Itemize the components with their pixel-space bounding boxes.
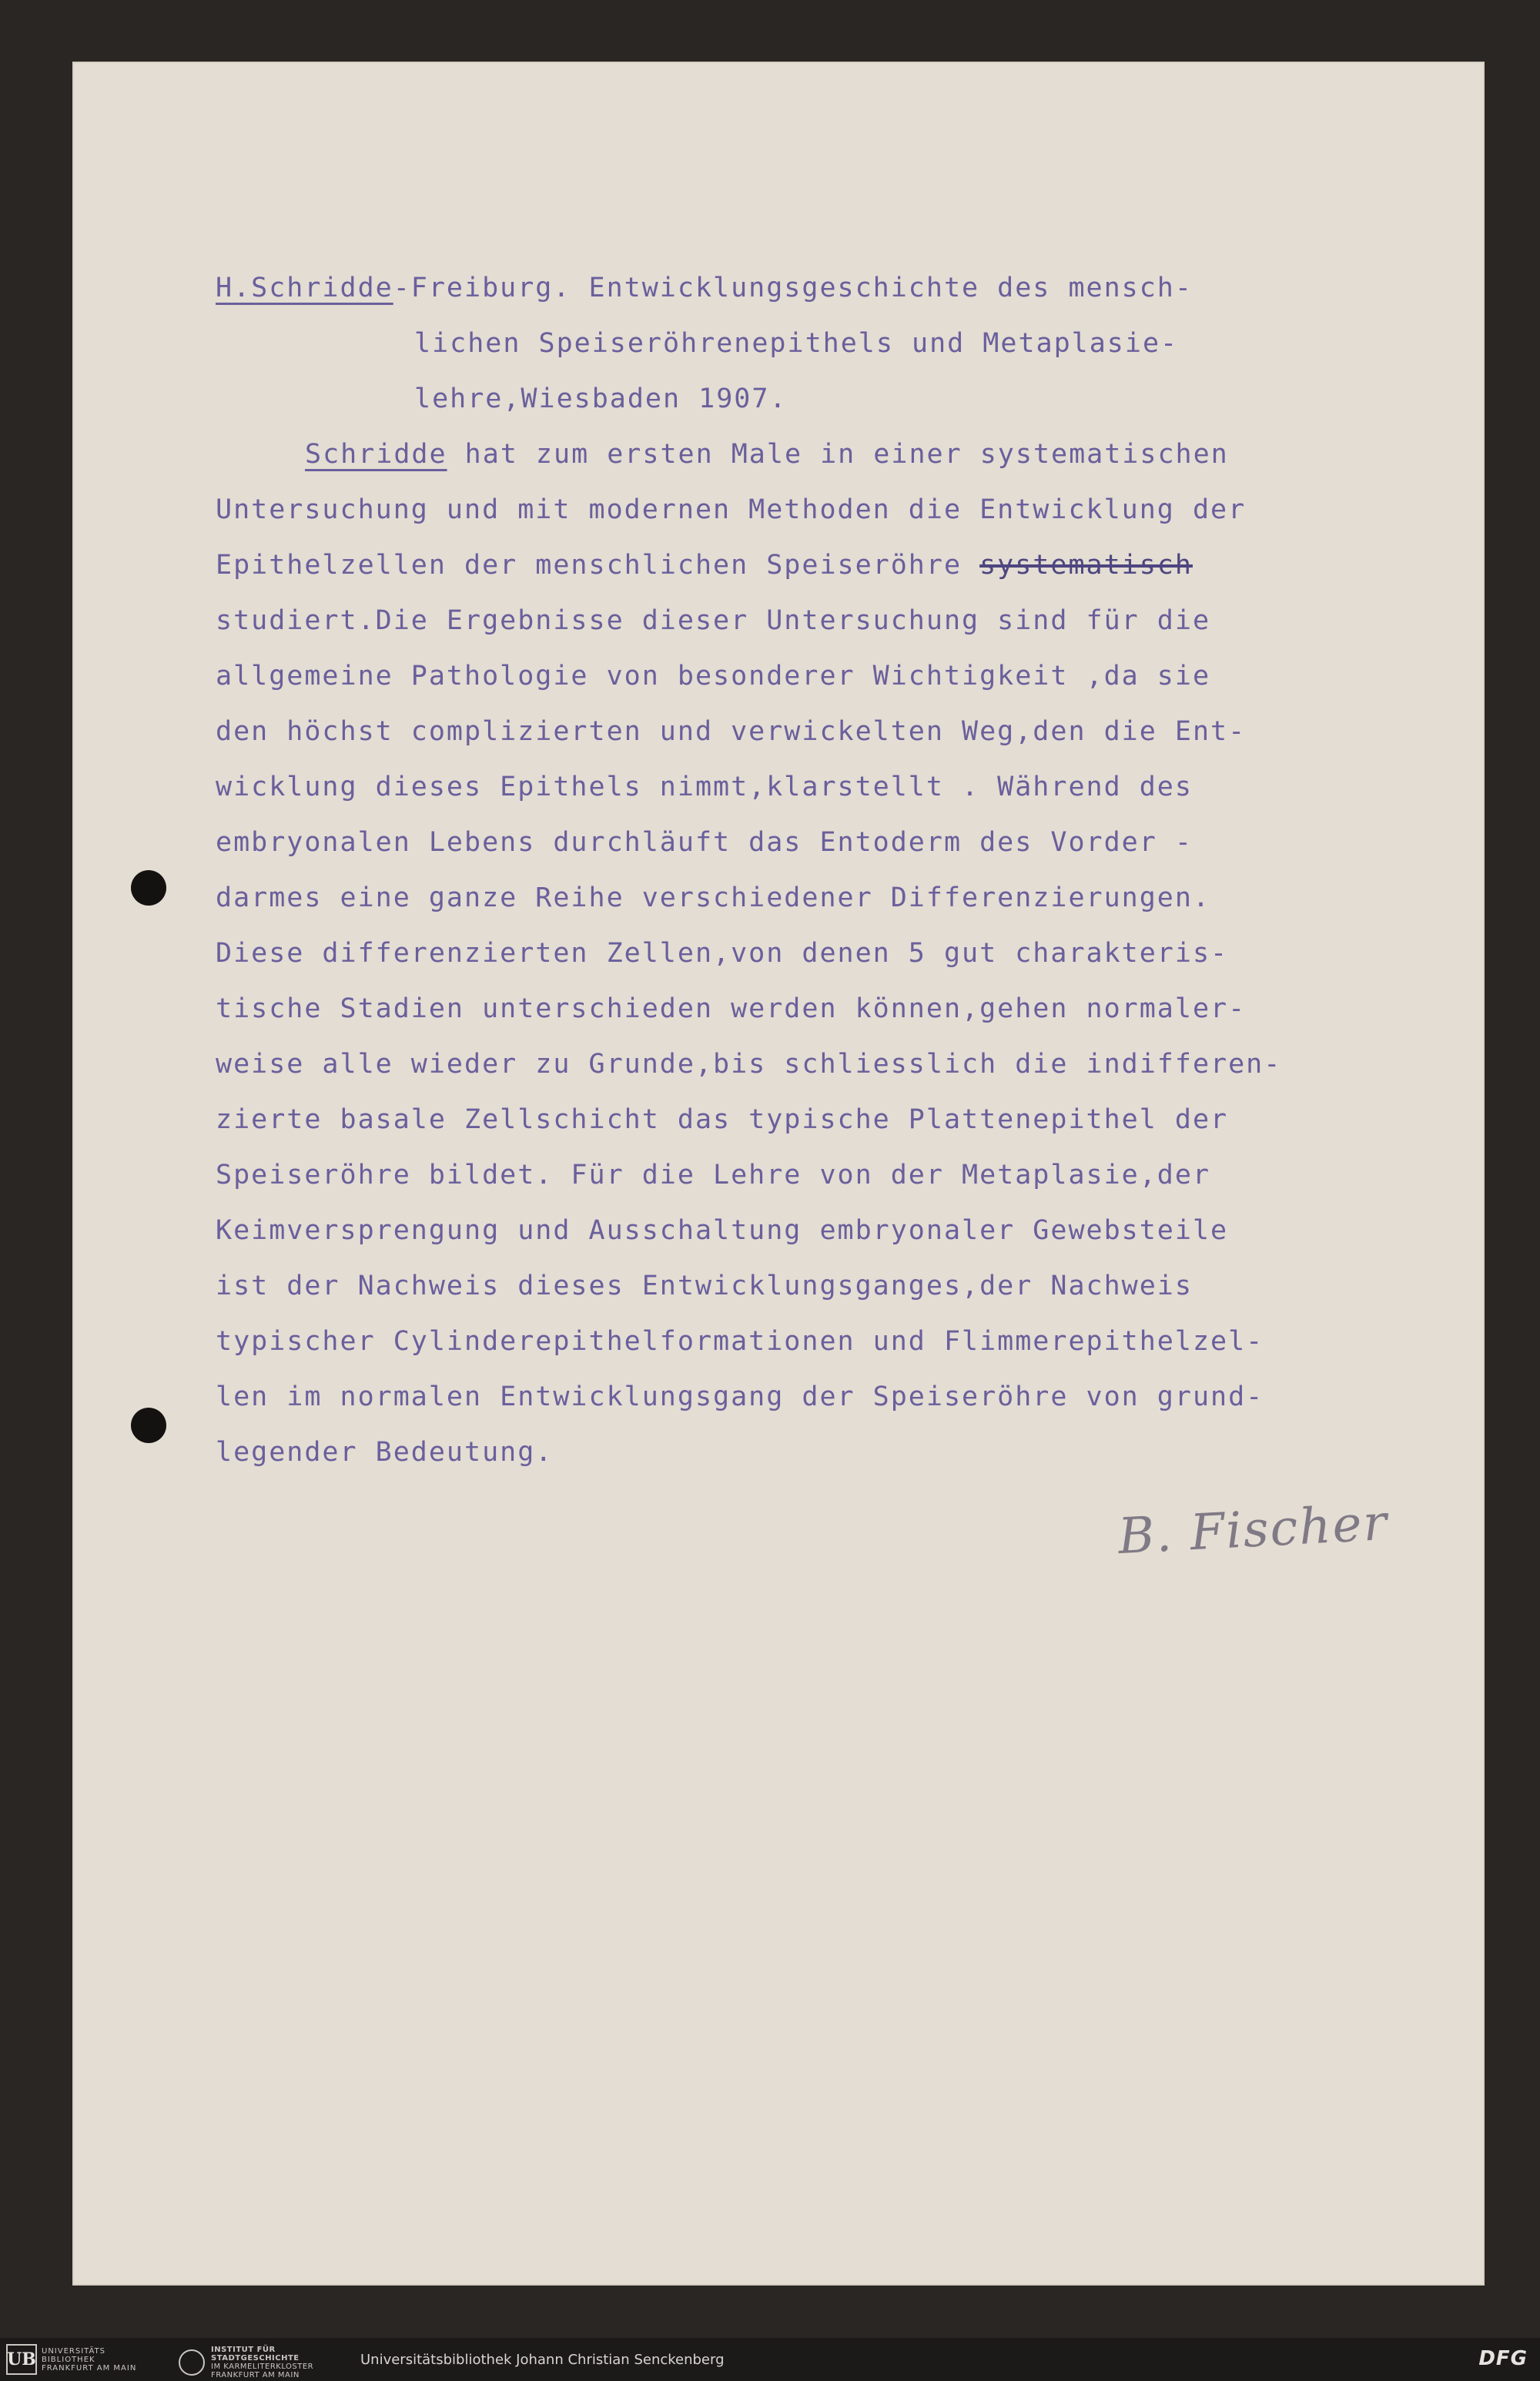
heading-line-1: H.Schridde-Freiburg. Entwicklungsgeschichte des mensch- xyxy=(216,273,1193,303)
body-line-10: Diese differenzierten Zellen,von denen 5 gut charakteris- xyxy=(216,938,1229,969)
body-line-11: tische Stadien unterschieden werden können,gehen normaler- xyxy=(216,993,1247,1024)
body-line-15: Keimversprengung und Ausschaltung embryonaler Gewebsteile xyxy=(216,1215,1229,1246)
body-line-6: den höchst complizierten und verwickelten Weg,den die Ent- xyxy=(216,716,1247,747)
body-line-19: legender Bedeutung. xyxy=(216,1437,554,1468)
ub-logo xyxy=(6,2344,136,2375)
body-line-14: Speiseröhre bildet. Für die Lehre von der Metaplasie,der xyxy=(216,1160,1211,1190)
body-line-9: darmes eine ganze Reihe verschiedener Differenzierungen. xyxy=(216,882,1211,913)
typed-text xyxy=(72,62,1485,1468)
isg-logo xyxy=(179,2346,313,2379)
body-line-17: typischer Cylinderepithelformationen und Flimmerepithelzel- xyxy=(216,1326,1264,1357)
body-line-5: allgemeine Pathologie von besonderer Wichtigkeit ,da sie xyxy=(216,661,1211,692)
body-line-3: Epithelzellen der menschlichen Speiseröhre systematisch xyxy=(216,550,1193,581)
document-page xyxy=(72,62,1485,2286)
punch-hole-bottom xyxy=(131,1408,166,1443)
isg-logo-text: INSTITUT FÜR STADTGESCHICHTE IM KARMELITERKLOSTER FRANKFURT AM MAIN xyxy=(211,2346,314,2379)
struck-word: systematisch xyxy=(979,550,1193,581)
body-line-1: Schridde hat zum ersten Male in einer systematischen xyxy=(305,439,1229,470)
library-caption: Universitätsbibliothek Johann Christian Senckenberg xyxy=(360,2352,725,2368)
heading-author: H.Schridde xyxy=(216,273,393,303)
handwritten-signature: B. Fischer xyxy=(1116,1494,1390,1566)
dfg-logo: DFG xyxy=(1478,2347,1528,2370)
body-line-4: studiert.Die Ergebnisse dieser Untersuchung sind für die xyxy=(216,605,1211,636)
seal-icon xyxy=(179,2349,205,2376)
body-author-name: Schridde xyxy=(305,439,447,470)
body-line-7: wicklung dieses Epithels nimmt,klarstellt . Während des xyxy=(216,772,1193,802)
heading-line-2: lichen Speiseröhrenepithels und Metaplasie- xyxy=(414,328,1179,359)
body-line-13: zierte basale Zellschicht das typische Plattenepithel der xyxy=(216,1104,1229,1135)
punch-hole-top xyxy=(131,870,166,906)
body-line-16: ist der Nachweis dieses Entwicklungsganges,der Nachweis xyxy=(216,1271,1193,1301)
heading-line-3: lehre,Wiesbaden 1907. xyxy=(414,383,788,414)
body-line-8: embryonalen Lebens durchläuft das Entoderm des Vorder - xyxy=(216,827,1193,858)
body-line-12: weise alle wieder zu Grunde,bis schliesslich die indifferen- xyxy=(216,1049,1282,1080)
body-line-2: Untersuchung und mit modernen Methoden die Entwicklung der xyxy=(216,494,1247,525)
ub-logo-text: UNIVERSITÄTS BIBLIOTHEK FRANKFURT AM MAIN xyxy=(42,2346,137,2373)
ub-logo-mark: UB xyxy=(6,2344,37,2375)
footer-bar xyxy=(0,2338,1540,2381)
body-line-18: len im normalen Entwicklungsgang der Speiseröhre von grund- xyxy=(216,1381,1264,1412)
